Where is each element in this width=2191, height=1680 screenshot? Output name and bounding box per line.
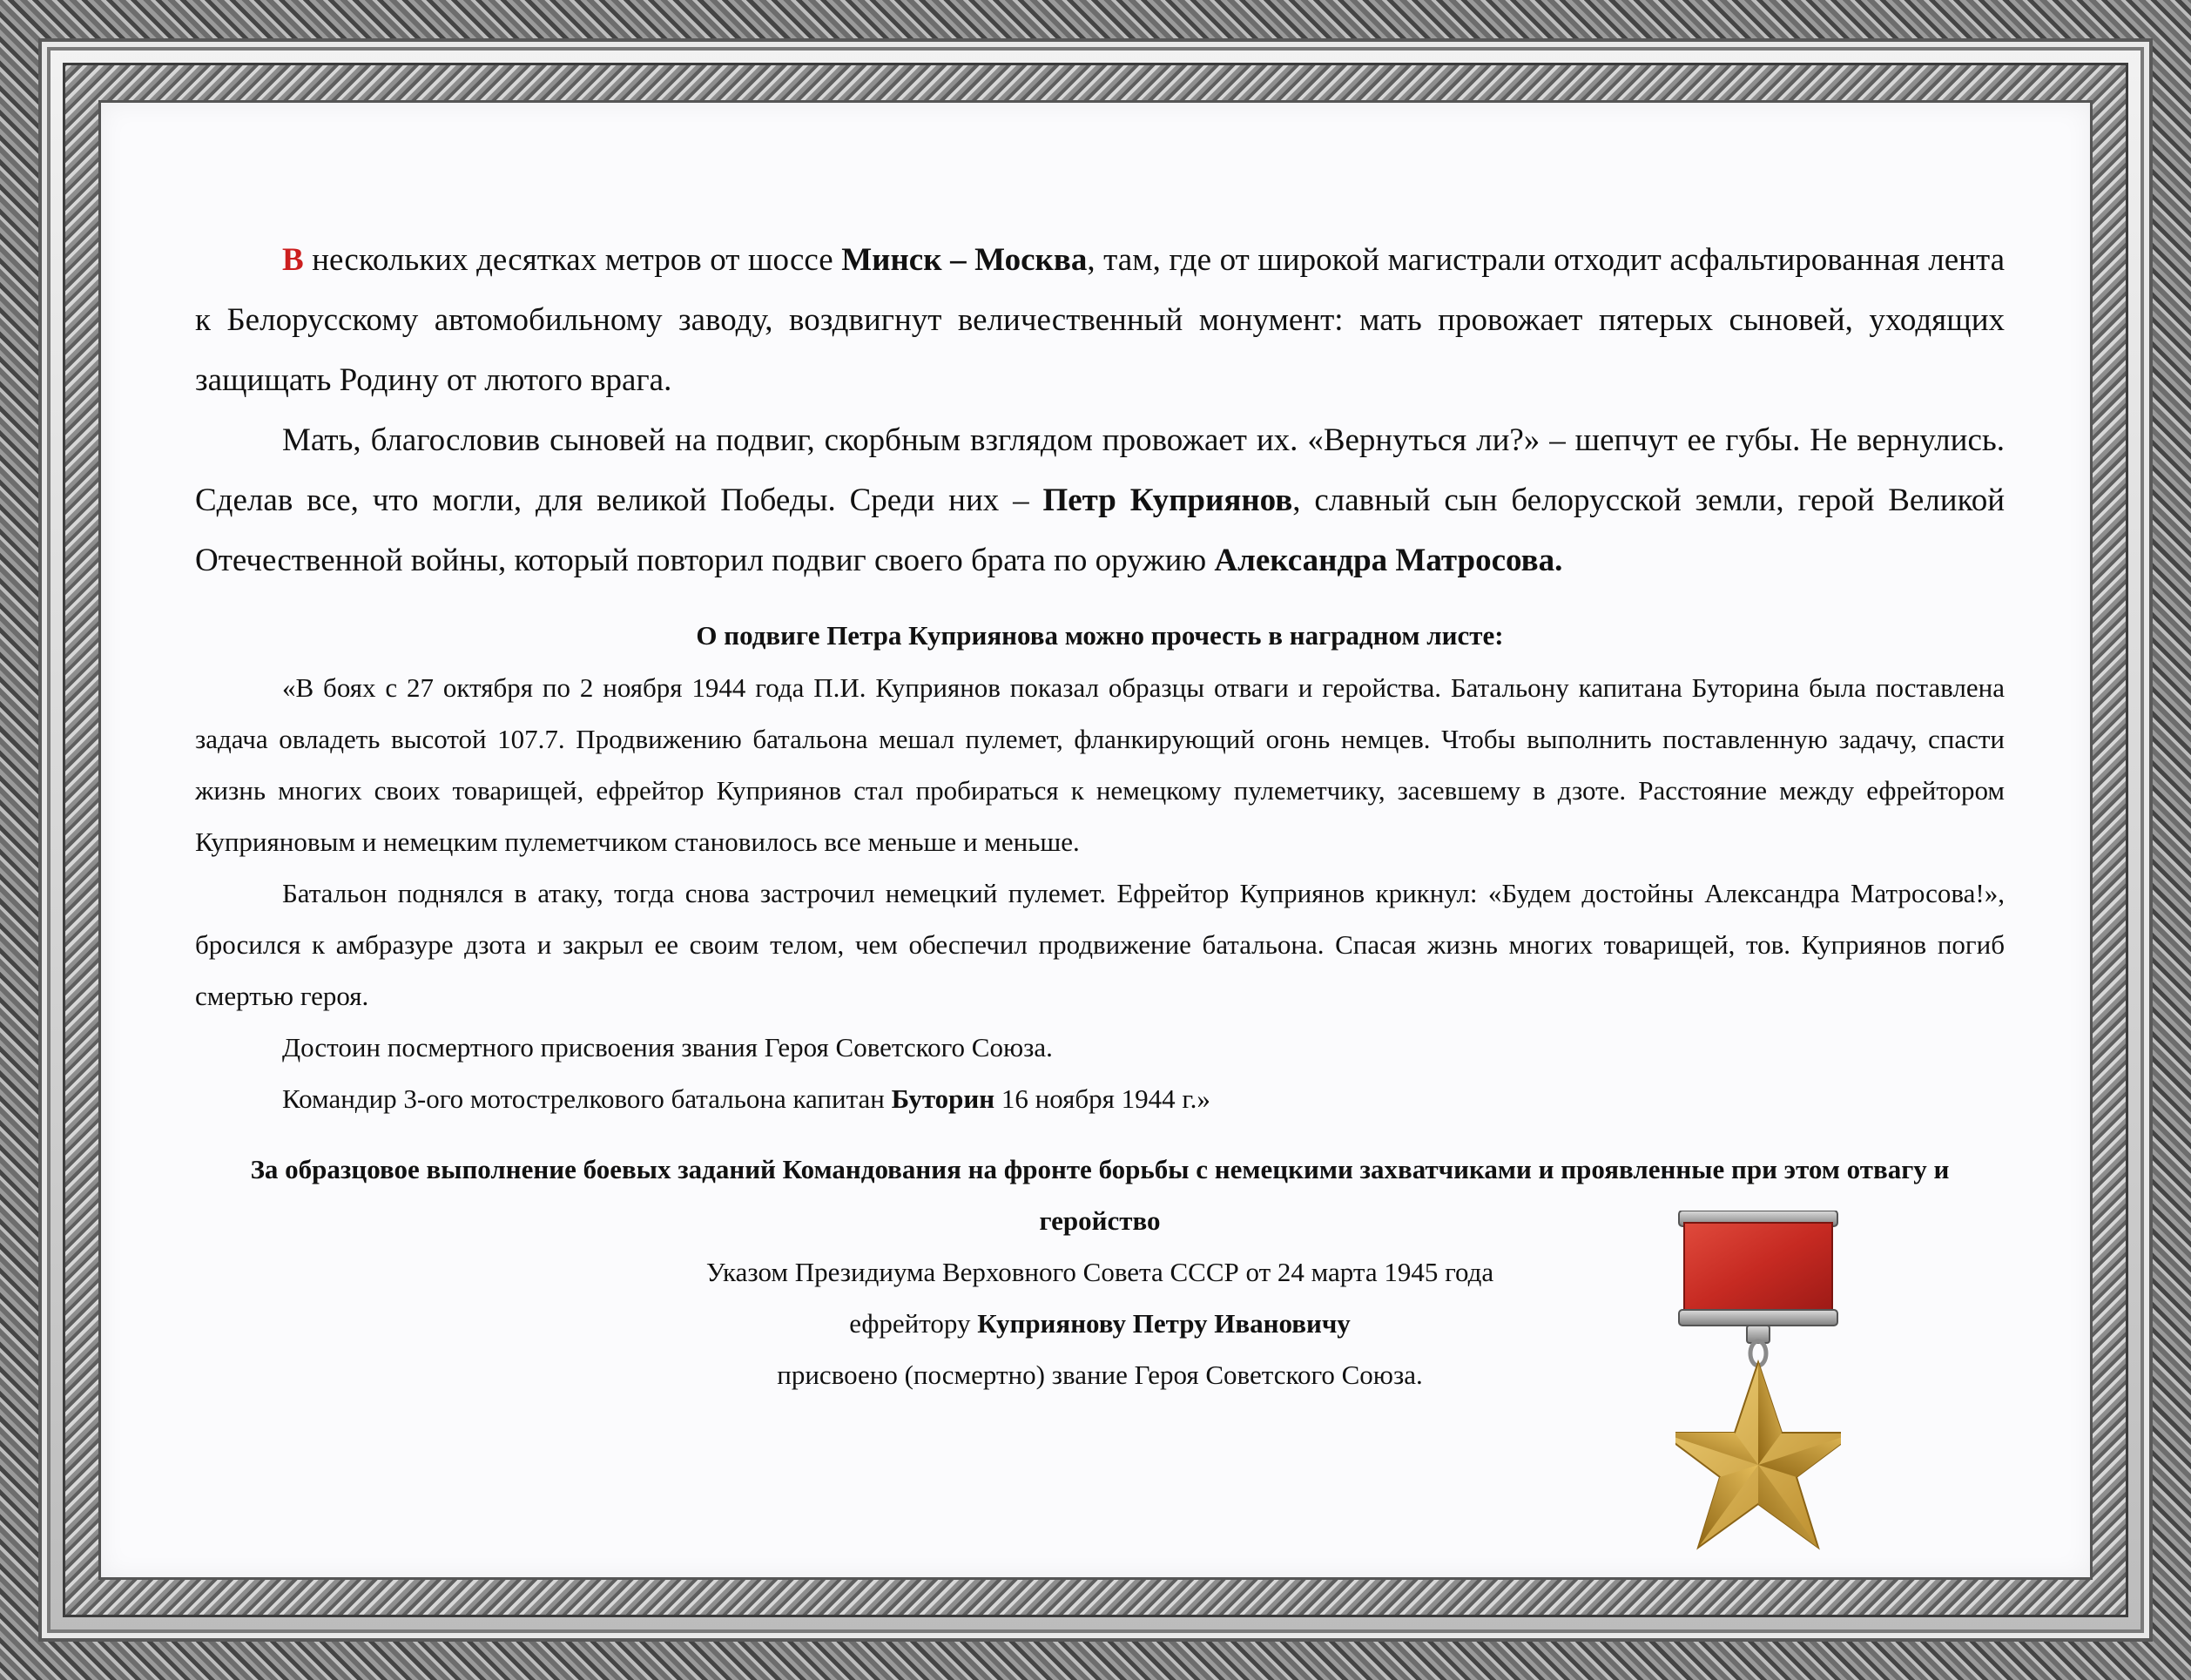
quote-paragraph-2: Батальон поднялся в атаку, тогда снова застрочил немецкий пулемет. Ефрейтор Куприянов крикнул: «Будем достойны Александра Матросова!», бросился к амбразуре дзота и закрыл ее своим телом, чем обеспечил продвижение батальона. Спасая жизнь многих товарищей, тов. Куприянов погиб смертью героя.: [195, 878, 2005, 1011]
highway-name: Минск – Москва: [841, 242, 1088, 278]
intro-paragraph-1: В нескольких десятках метров от шоссе Минск – Москва, там, где от широкой магистрали отходит асфальтированная лента к Белорусскому автомобильному заводу, воздвигнут величественный монумент: мать провожает пятерых сыновей, уходящих защищать Родину от лютого врага.: [195, 242, 2005, 398]
award-recipient: ефрейтору Куприянову Петру Ивановичу: [849, 1308, 1351, 1339]
hero-name: Петр Куприянов: [1042, 482, 1293, 518]
gold-star-medal-icon: [1675, 1211, 1841, 1571]
award-reason: За образцовое выполнение боевых заданий Командования на фронте борьбы с немецкими захватчиками и проявленные при этом отвагу и геройство: [250, 1154, 1950, 1236]
intro-paragraph-2: Мать, благословив сыновей на подвиг, скорбным взглядом провожает их. «Вернуться ли?» – шепчут ее губы. Не вернулись. Сделав все, что могли, для великой Победы. Среди них – Петр Куприянов, славный сын белорусской земли, герой Великой Отечественной войны, который повторил подвиг своего брата по оружию Александра Матросова.: [195, 422, 2005, 578]
quote-paragraph-3: Достоин посмертного присвоения звания Героя Советского Союза.: [282, 1032, 1053, 1063]
commander-name: Буторин: [891, 1083, 995, 1114]
matrosov-name: Александра Матросова.: [1214, 543, 1563, 578]
drop-letter: В: [282, 242, 304, 278]
document-page: [101, 103, 2090, 1577]
award-title: присвоено (посмертно) звание Героя Советского Союза.: [777, 1360, 1423, 1390]
award-sheet-heading: О подвиге Петра Куприянова можно прочесть в наградном листе:: [696, 620, 1504, 651]
quote-paragraph-1: «В боях с 27 октября по 2 ноября 1944 года П.И. Куприянов показал образцы отваги и геройства. Батальону капитана Буторина была поставлена задача овладеть высотой 107.7. Продвижению батальона мешал пулемет, фланкирующий огонь немцев. Чтобы выполнить поставленную задачу, спасти жизнь многих своих товарищей, ефрейтор Куприянов стал пробираться к немецкому пулеметчику, засевшему в дзоте. Расстояние между ефрейтором Куприяновым и немецким пулеметчиком становилось все меньше и меньше.: [195, 672, 2005, 857]
recipient-name: Куприянову Петру Ивановичу: [977, 1308, 1351, 1339]
quote-signature: Командир 3-ого мотострелкового батальона капитан Буторин 16 ноября 1944 г.»: [282, 1083, 1210, 1114]
award-decree: Указом Президиума Верховного Совета СССР от 24 марта 1945 года: [705, 1257, 1494, 1287]
award-sheet-quote: [195, 662, 2005, 1124]
intro-section: [195, 230, 2005, 590]
